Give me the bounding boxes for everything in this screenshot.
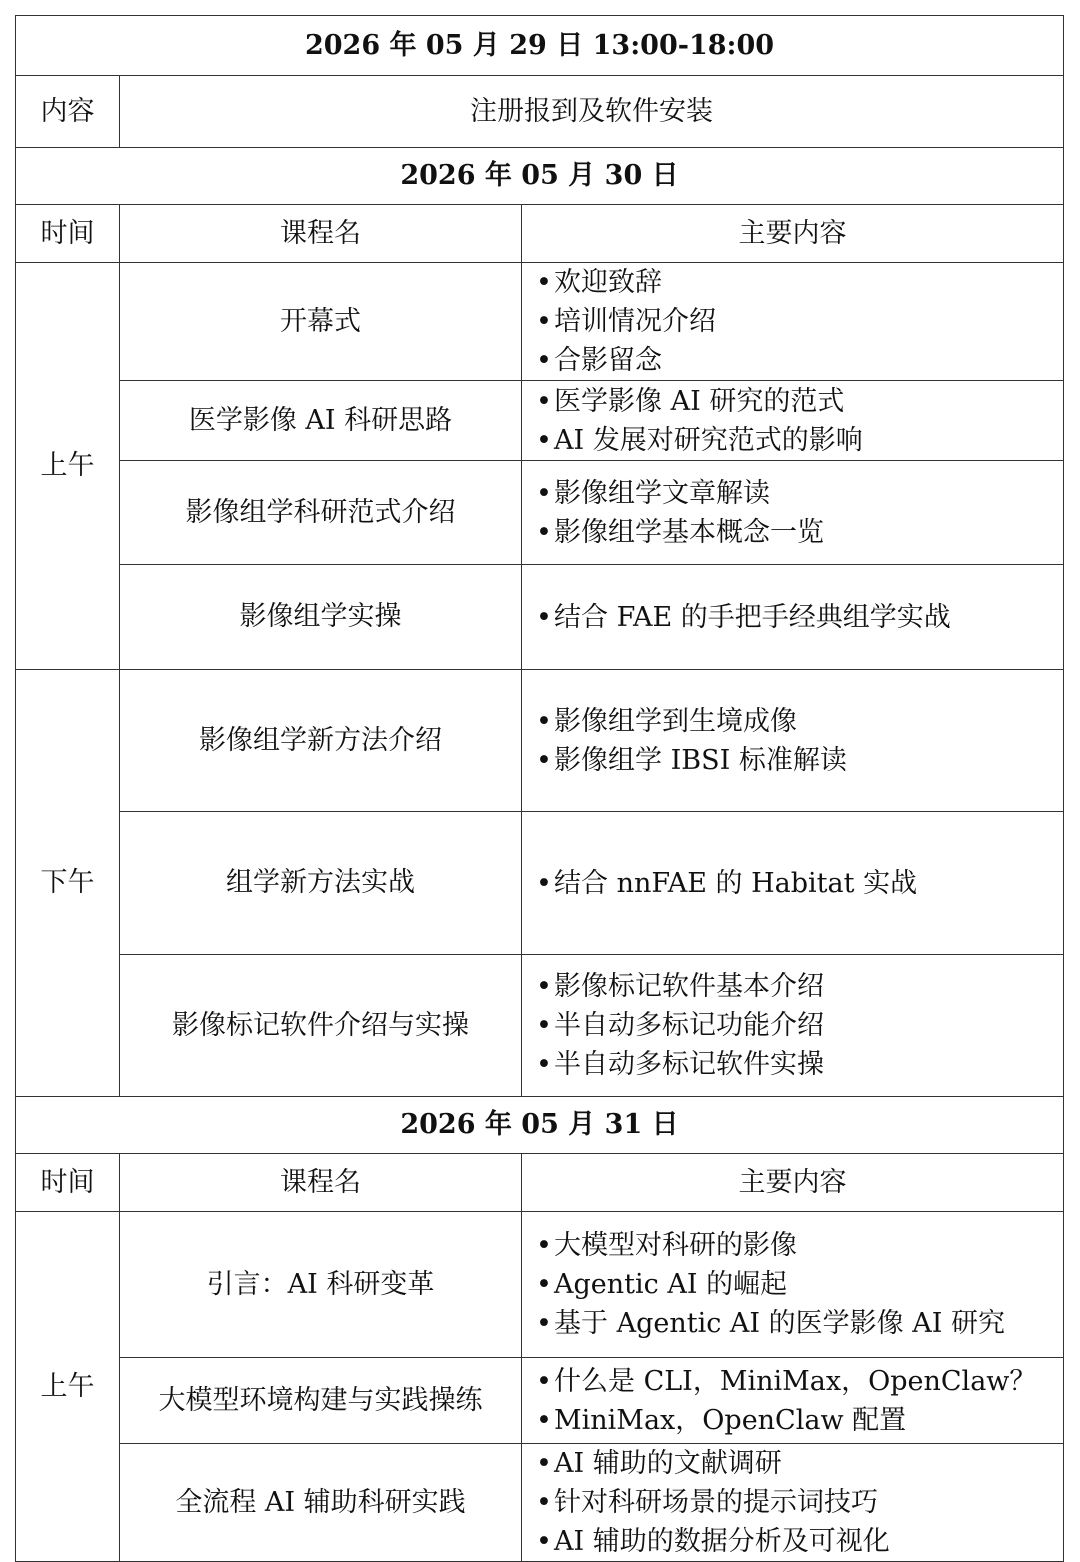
course-name: 医学影像 AI 科研思路	[120, 381, 522, 461]
date-heading: 2026 年 05 月 29 日 13:00-18:00	[16, 16, 1064, 76]
content-point: • AI 发展对研究范式的影响	[536, 421, 1049, 460]
table-row	[16, 461, 1064, 565]
content-point: • 培训情况介绍	[536, 302, 1049, 341]
header-content: 主要内容	[522, 1154, 1064, 1212]
course-name: 影像组学新方法介绍	[120, 670, 522, 812]
course-name: 引言：AI 科研变革	[120, 1212, 522, 1358]
column-header-row	[16, 1154, 1064, 1212]
date-heading: 2026 年 05 月 31 日	[16, 1097, 1064, 1154]
period-label: 下午	[16, 670, 120, 1097]
date-row	[16, 1097, 1064, 1154]
content-point: • 半自动多标记功能介绍	[536, 1006, 1049, 1045]
content-cell	[522, 263, 1064, 381]
header-time: 时间	[16, 1154, 120, 1212]
content-point: • MiniMax，OpenClaw 配置	[536, 1401, 1049, 1440]
content-point: • 影像标记软件基本介绍	[536, 967, 1049, 1006]
content-point: • 什么是 CLI，MiniMax，OpenClaw？	[536, 1362, 1049, 1401]
table-row	[16, 812, 1064, 955]
content-point: • AI 辅助的数据分析及可视化	[536, 1522, 1049, 1561]
content-point: • 影像组学基本概念一览	[536, 513, 1049, 552]
header-course: 课程名	[120, 205, 522, 263]
content-cell	[522, 1358, 1064, 1444]
table-row	[16, 1358, 1064, 1444]
period-label: 上午	[16, 263, 120, 670]
table-row	[16, 381, 1064, 461]
content-cell	[522, 670, 1064, 812]
header-course: 课程名	[120, 1154, 522, 1212]
content-point: • 结合 FAE 的手把手经典组学实战	[536, 598, 1049, 637]
course-name: 全流程 AI 辅助科研实践	[120, 1444, 522, 1562]
date-row	[16, 16, 1064, 76]
content-point: • Agentic AI 的崛起	[536, 1265, 1049, 1304]
period-label: 上午	[16, 1212, 120, 1562]
column-header-row	[16, 205, 1064, 263]
course-name: 组学新方法实战	[120, 812, 522, 955]
content-point: • 大模型对科研的影像	[536, 1226, 1049, 1265]
table-row	[16, 670, 1064, 812]
content-value: 注册报到及软件安装	[120, 76, 1064, 148]
content-point: • 影像组学到生境成像	[536, 702, 1049, 741]
header-time: 时间	[16, 205, 120, 263]
content-point: • 针对科研场景的提示词技巧	[536, 1483, 1049, 1522]
content-point: • 基于 Agentic AI 的医学影像 AI 研究	[536, 1304, 1049, 1343]
table-row	[16, 1212, 1064, 1358]
schedule-table	[15, 15, 1064, 1562]
table-row	[16, 263, 1064, 381]
content-label: 内容	[16, 76, 120, 148]
content-cell	[522, 565, 1064, 670]
content-cell	[522, 1444, 1064, 1562]
course-name: 大模型环境构建与实践操练	[120, 1358, 522, 1444]
registration-row	[16, 76, 1064, 148]
content-cell	[522, 812, 1064, 955]
content-point: • 结合 nnFAE 的 Habitat 实战	[536, 864, 1049, 903]
date-heading: 2026 年 05 月 30 日	[16, 148, 1064, 205]
content-point: • 欢迎致辞	[536, 263, 1049, 302]
course-name: 影像组学科研范式介绍	[120, 461, 522, 565]
content-cell	[522, 461, 1064, 565]
course-name: 影像组学实操	[120, 565, 522, 670]
content-point: • 影像组学 IBSI 标准解读	[536, 741, 1049, 780]
course-name: 影像标记软件介绍与实操	[120, 955, 522, 1097]
table-row	[16, 1444, 1064, 1562]
table-row	[16, 565, 1064, 670]
content-point: • 影像组学文章解读	[536, 474, 1049, 513]
course-name: 开幕式	[120, 263, 522, 381]
content-cell	[522, 955, 1064, 1097]
content-cell	[522, 381, 1064, 461]
content-point: • 半自动多标记软件实操	[536, 1045, 1049, 1084]
date-row	[16, 148, 1064, 205]
content-point: • 合影留念	[536, 341, 1049, 380]
content-point: • AI 辅助的文献调研	[536, 1444, 1049, 1483]
header-content: 主要内容	[522, 205, 1064, 263]
content-cell	[522, 1212, 1064, 1358]
content-point: • 医学影像 AI 研究的范式	[536, 382, 1049, 421]
table-row	[16, 955, 1064, 1097]
